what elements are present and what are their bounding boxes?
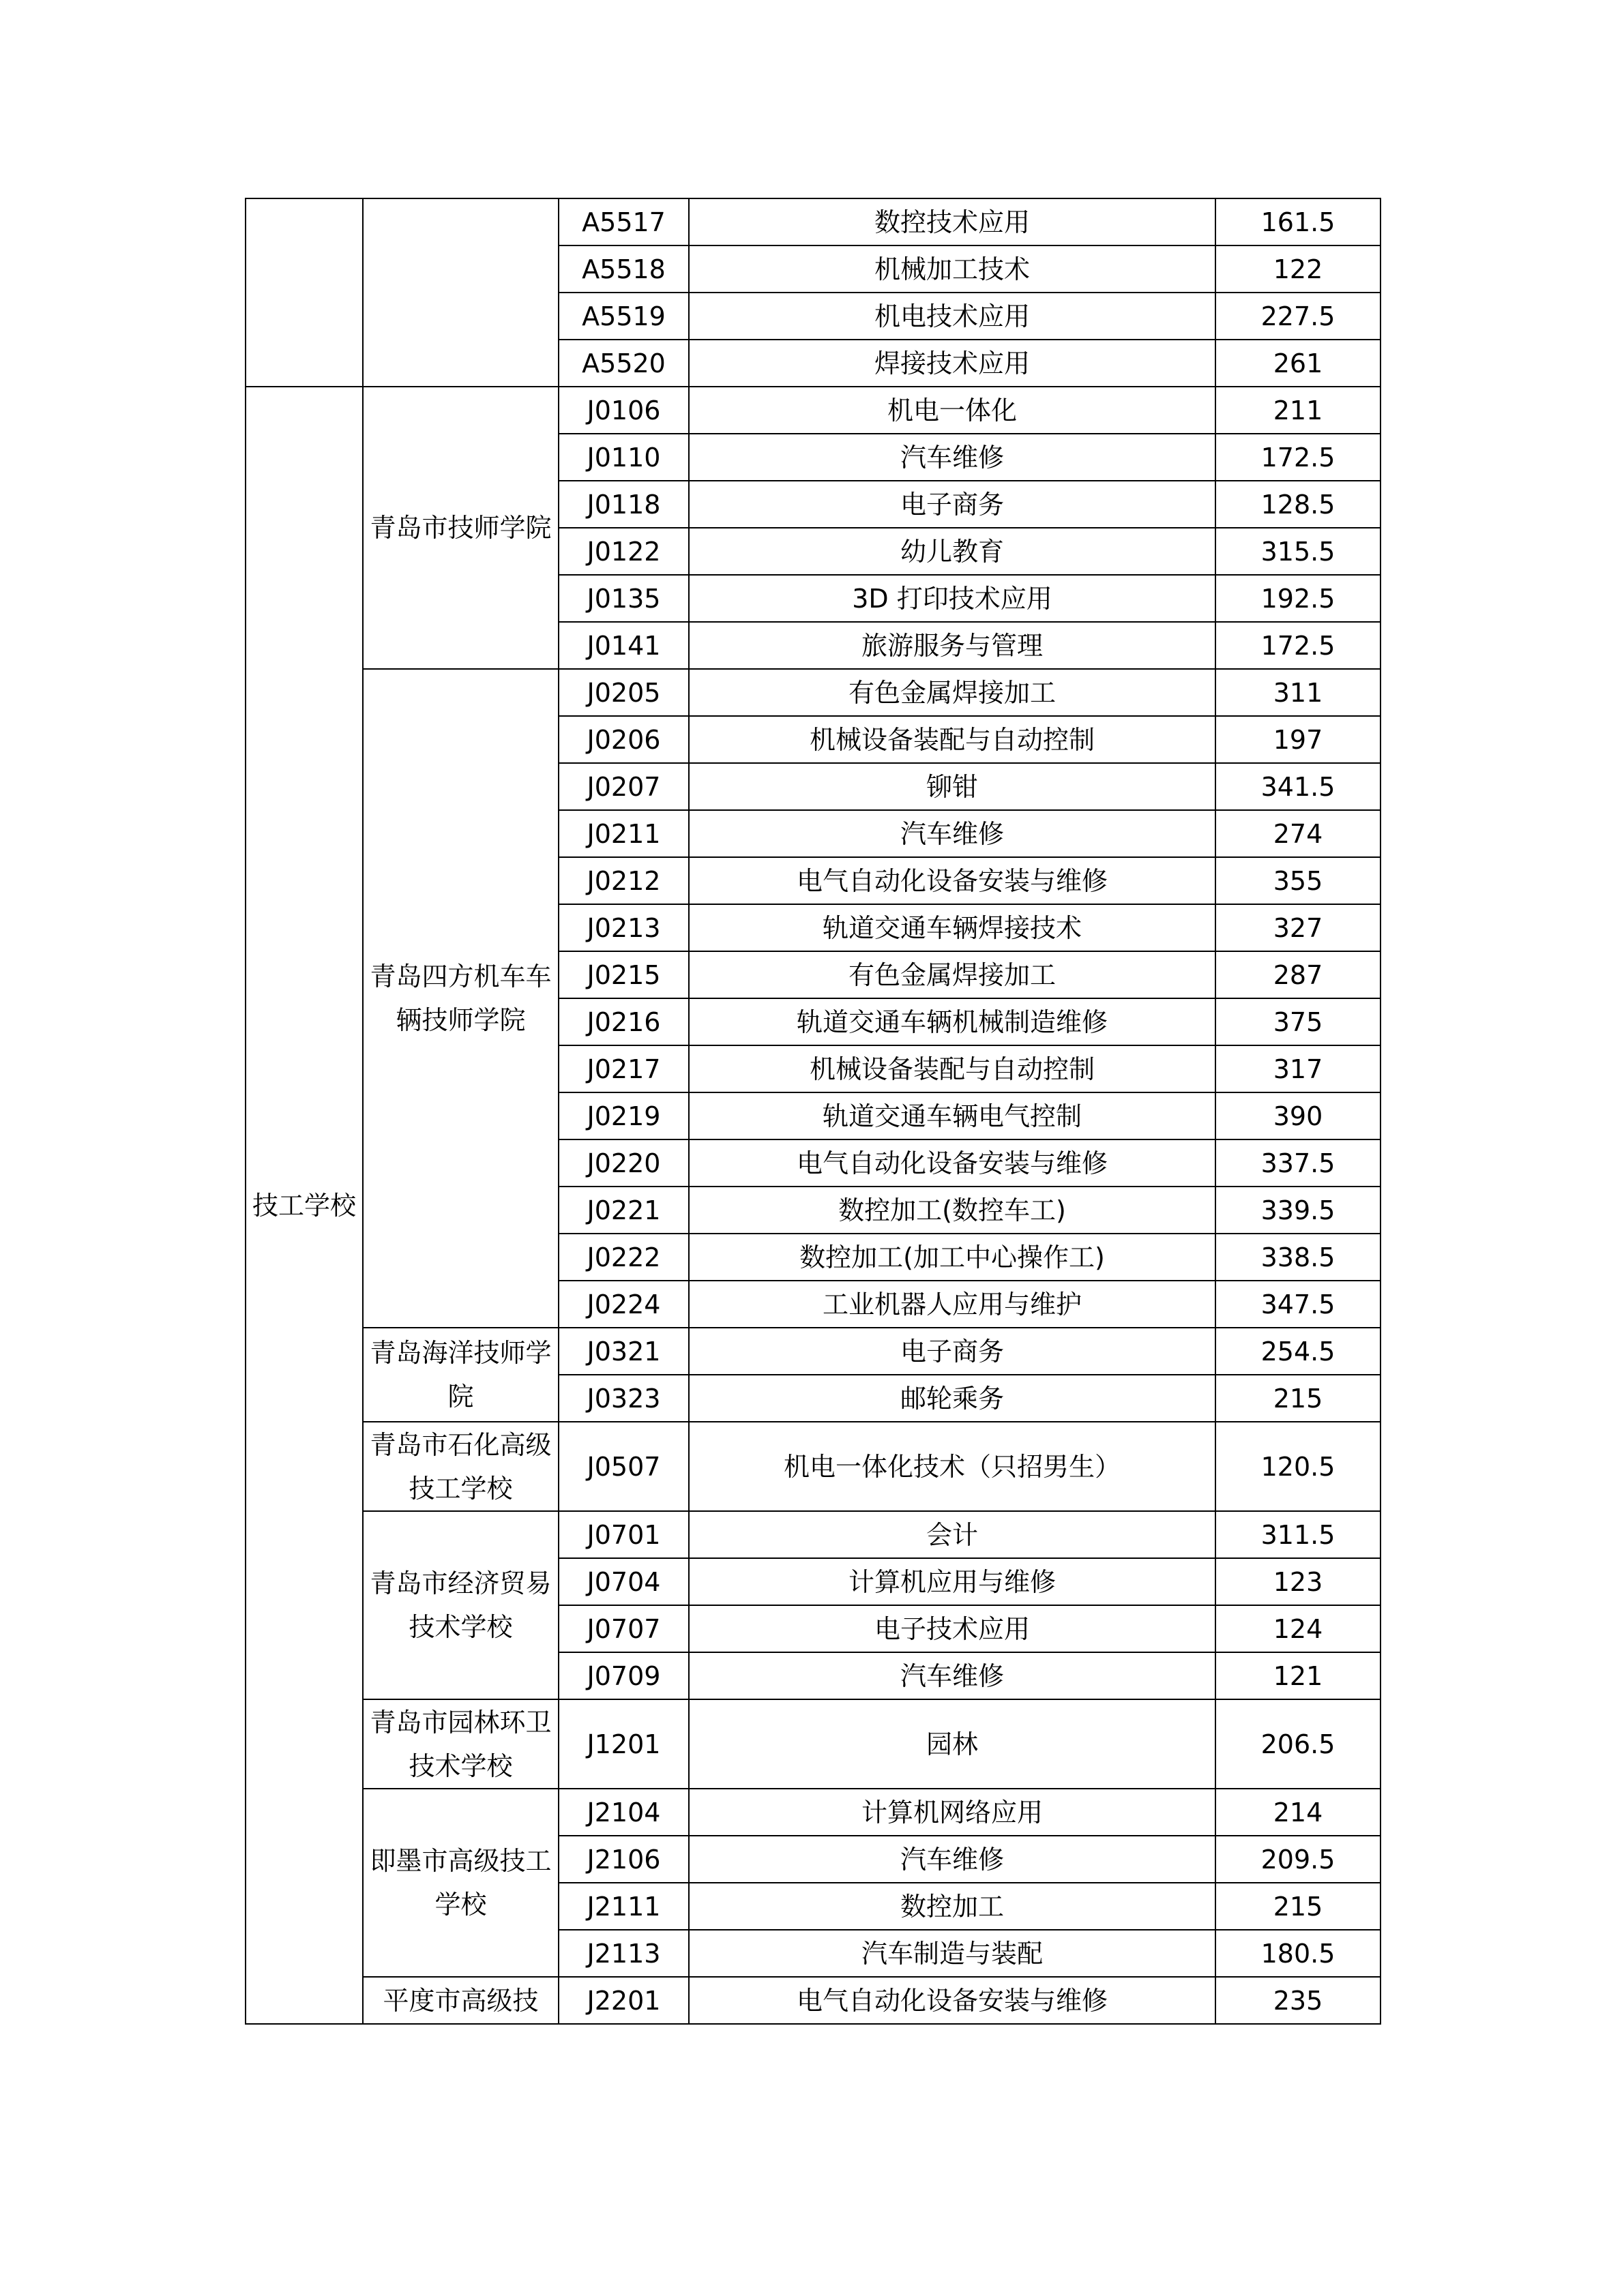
score-cell: 128.5 [1215, 481, 1381, 528]
code-cell: J0135 [559, 575, 689, 622]
school-cell: 青岛四方机车车辆技师学院 [363, 669, 559, 1328]
code-cell: A5519 [559, 293, 689, 340]
code-cell: J0323 [559, 1375, 689, 1422]
code-cell: J2104 [559, 1789, 689, 1836]
score-cell: 287 [1215, 951, 1381, 998]
score-cell: 215 [1215, 1883, 1381, 1930]
code-cell: J0221 [559, 1187, 689, 1234]
code-cell: J0222 [559, 1234, 689, 1281]
major-cell: 汽车维修 [689, 810, 1215, 857]
category-cell: 技工学校 [246, 387, 363, 2024]
score-cell: 206.5 [1215, 1699, 1381, 1789]
table-row [246, 1328, 1381, 1375]
category-cell-prev [246, 198, 363, 387]
major-cell: 计算机网络应用 [689, 1789, 1215, 1836]
major-cell: 数控技术应用 [689, 198, 1215, 245]
major-cell: 机械加工技术 [689, 245, 1215, 293]
major-cell: 机械设备装配与自动控制 [689, 716, 1215, 763]
school-cell: 青岛海洋技师学院 [363, 1328, 559, 1422]
table-row [246, 198, 1381, 245]
score-cell: 172.5 [1215, 622, 1381, 669]
code-cell: A5520 [559, 340, 689, 387]
major-cell: 机电技术应用 [689, 293, 1215, 340]
school-cell: 平度市高级技 [363, 1977, 559, 2024]
score-cell: 235 [1215, 1977, 1381, 2024]
major-cell: 数控加工(数控车工) [689, 1187, 1215, 1234]
score-cell: 120.5 [1215, 1422, 1381, 1511]
major-cell: 汽车制造与装配 [689, 1930, 1215, 1977]
score-cell: 254.5 [1215, 1328, 1381, 1375]
admission-score-table [245, 198, 1381, 2025]
score-cell: 215 [1215, 1375, 1381, 1422]
code-cell: J0709 [559, 1652, 689, 1699]
major-cell: 轨道交通车辆电气控制 [689, 1092, 1215, 1139]
code-cell: A5517 [559, 198, 689, 245]
code-cell: J0215 [559, 951, 689, 998]
score-cell: 261 [1215, 340, 1381, 387]
code-cell: J0217 [559, 1045, 689, 1092]
table-row [246, 1789, 1381, 1836]
score-cell: 338.5 [1215, 1234, 1381, 1281]
score-cell: 390 [1215, 1092, 1381, 1139]
major-cell: 会计 [689, 1511, 1215, 1558]
school-cell: 青岛市石化高级技工学校 [363, 1422, 559, 1511]
score-cell: 172.5 [1215, 434, 1381, 481]
code-cell: J2106 [559, 1836, 689, 1883]
major-cell: 轨道交通车辆机械制造维修 [689, 998, 1215, 1045]
score-cell: 339.5 [1215, 1187, 1381, 1234]
code-cell: J0507 [559, 1422, 689, 1511]
major-cell: 机械设备装配与自动控制 [689, 1045, 1215, 1092]
major-cell: 数控加工 [689, 1883, 1215, 1930]
major-cell: 幼儿教育 [689, 528, 1215, 575]
code-cell: J2113 [559, 1930, 689, 1977]
code-cell: J0122 [559, 528, 689, 575]
score-cell: 161.5 [1215, 198, 1381, 245]
score-cell: 122 [1215, 245, 1381, 293]
table-row [246, 669, 1381, 716]
code-cell: J0701 [559, 1511, 689, 1558]
score-cell: 337.5 [1215, 1139, 1381, 1187]
score-cell: 214 [1215, 1789, 1381, 1836]
major-cell: 3D 打印技术应用 [689, 575, 1215, 622]
major-cell: 有色金属焊接加工 [689, 669, 1215, 716]
major-cell: 数控加工(加工中心操作工) [689, 1234, 1215, 1281]
code-cell: J0106 [559, 387, 689, 434]
code-cell: J0219 [559, 1092, 689, 1139]
major-cell: 计算机应用与维修 [689, 1558, 1215, 1605]
major-cell: 电气自动化设备安装与维修 [689, 1977, 1215, 2024]
table-row [246, 1511, 1381, 1558]
major-cell: 汽车维修 [689, 434, 1215, 481]
major-cell: 有色金属焊接加工 [689, 951, 1215, 998]
major-cell: 电子商务 [689, 1328, 1215, 1375]
score-cell: 317 [1215, 1045, 1381, 1092]
major-cell: 工业机器人应用与维护 [689, 1281, 1215, 1328]
major-cell: 铆钳 [689, 763, 1215, 810]
score-cell: 315.5 [1215, 528, 1381, 575]
major-cell: 机电一体化技术（只招男生） [689, 1422, 1215, 1511]
table-row [246, 387, 1381, 434]
school-cell-prev [363, 198, 559, 387]
major-cell: 电子商务 [689, 481, 1215, 528]
school-cell: 青岛市技师学院 [363, 387, 559, 669]
score-cell: 211 [1215, 387, 1381, 434]
table-row [246, 1699, 1381, 1789]
major-cell: 焊接技术应用 [689, 340, 1215, 387]
school-cell: 即墨市高级技工学校 [363, 1789, 559, 1977]
major-cell: 汽车维修 [689, 1652, 1215, 1699]
score-cell: 341.5 [1215, 763, 1381, 810]
code-cell: J0110 [559, 434, 689, 481]
table-row [246, 1422, 1381, 1511]
score-cell: 311 [1215, 669, 1381, 716]
table-row [246, 1977, 1381, 2024]
code-cell: J0207 [559, 763, 689, 810]
code-cell: J2201 [559, 1977, 689, 2024]
code-cell: J0216 [559, 998, 689, 1045]
major-cell: 机电一体化 [689, 387, 1215, 434]
code-cell: J0211 [559, 810, 689, 857]
code-cell: J0213 [559, 904, 689, 951]
major-cell: 电气自动化设备安装与维修 [689, 1139, 1215, 1187]
score-cell: 355 [1215, 857, 1381, 904]
major-cell: 园林 [689, 1699, 1215, 1789]
code-cell: J0707 [559, 1605, 689, 1652]
code-cell: J0205 [559, 669, 689, 716]
code-cell: J1201 [559, 1699, 689, 1789]
score-cell: 197 [1215, 716, 1381, 763]
code-cell: J0704 [559, 1558, 689, 1605]
code-cell: J0224 [559, 1281, 689, 1328]
score-cell: 311.5 [1215, 1511, 1381, 1558]
score-cell: 274 [1215, 810, 1381, 857]
major-cell: 电子技术应用 [689, 1605, 1215, 1652]
code-cell: J0206 [559, 716, 689, 763]
major-cell: 邮轮乘务 [689, 1375, 1215, 1422]
code-cell: J0118 [559, 481, 689, 528]
code-cell: J0321 [559, 1328, 689, 1375]
score-cell: 123 [1215, 1558, 1381, 1605]
score-cell: 124 [1215, 1605, 1381, 1652]
score-cell: 327 [1215, 904, 1381, 951]
score-cell: 192.5 [1215, 575, 1381, 622]
score-cell: 180.5 [1215, 1930, 1381, 1977]
code-cell: J0220 [559, 1139, 689, 1187]
score-cell: 347.5 [1215, 1281, 1381, 1328]
major-cell: 汽车维修 [689, 1836, 1215, 1883]
score-cell: 209.5 [1215, 1836, 1381, 1883]
code-cell: J2111 [559, 1883, 689, 1930]
major-cell: 轨道交通车辆焊接技术 [689, 904, 1215, 951]
code-cell: A5518 [559, 245, 689, 293]
school-cell: 青岛市园林环卫技术学校 [363, 1699, 559, 1789]
major-cell: 电气自动化设备安装与维修 [689, 857, 1215, 904]
score-cell: 121 [1215, 1652, 1381, 1699]
code-cell: J0141 [559, 622, 689, 669]
code-cell: J0212 [559, 857, 689, 904]
score-cell: 375 [1215, 998, 1381, 1045]
major-cell: 旅游服务与管理 [689, 622, 1215, 669]
school-cell: 青岛市经济贸易技术学校 [363, 1511, 559, 1699]
score-cell: 227.5 [1215, 293, 1381, 340]
